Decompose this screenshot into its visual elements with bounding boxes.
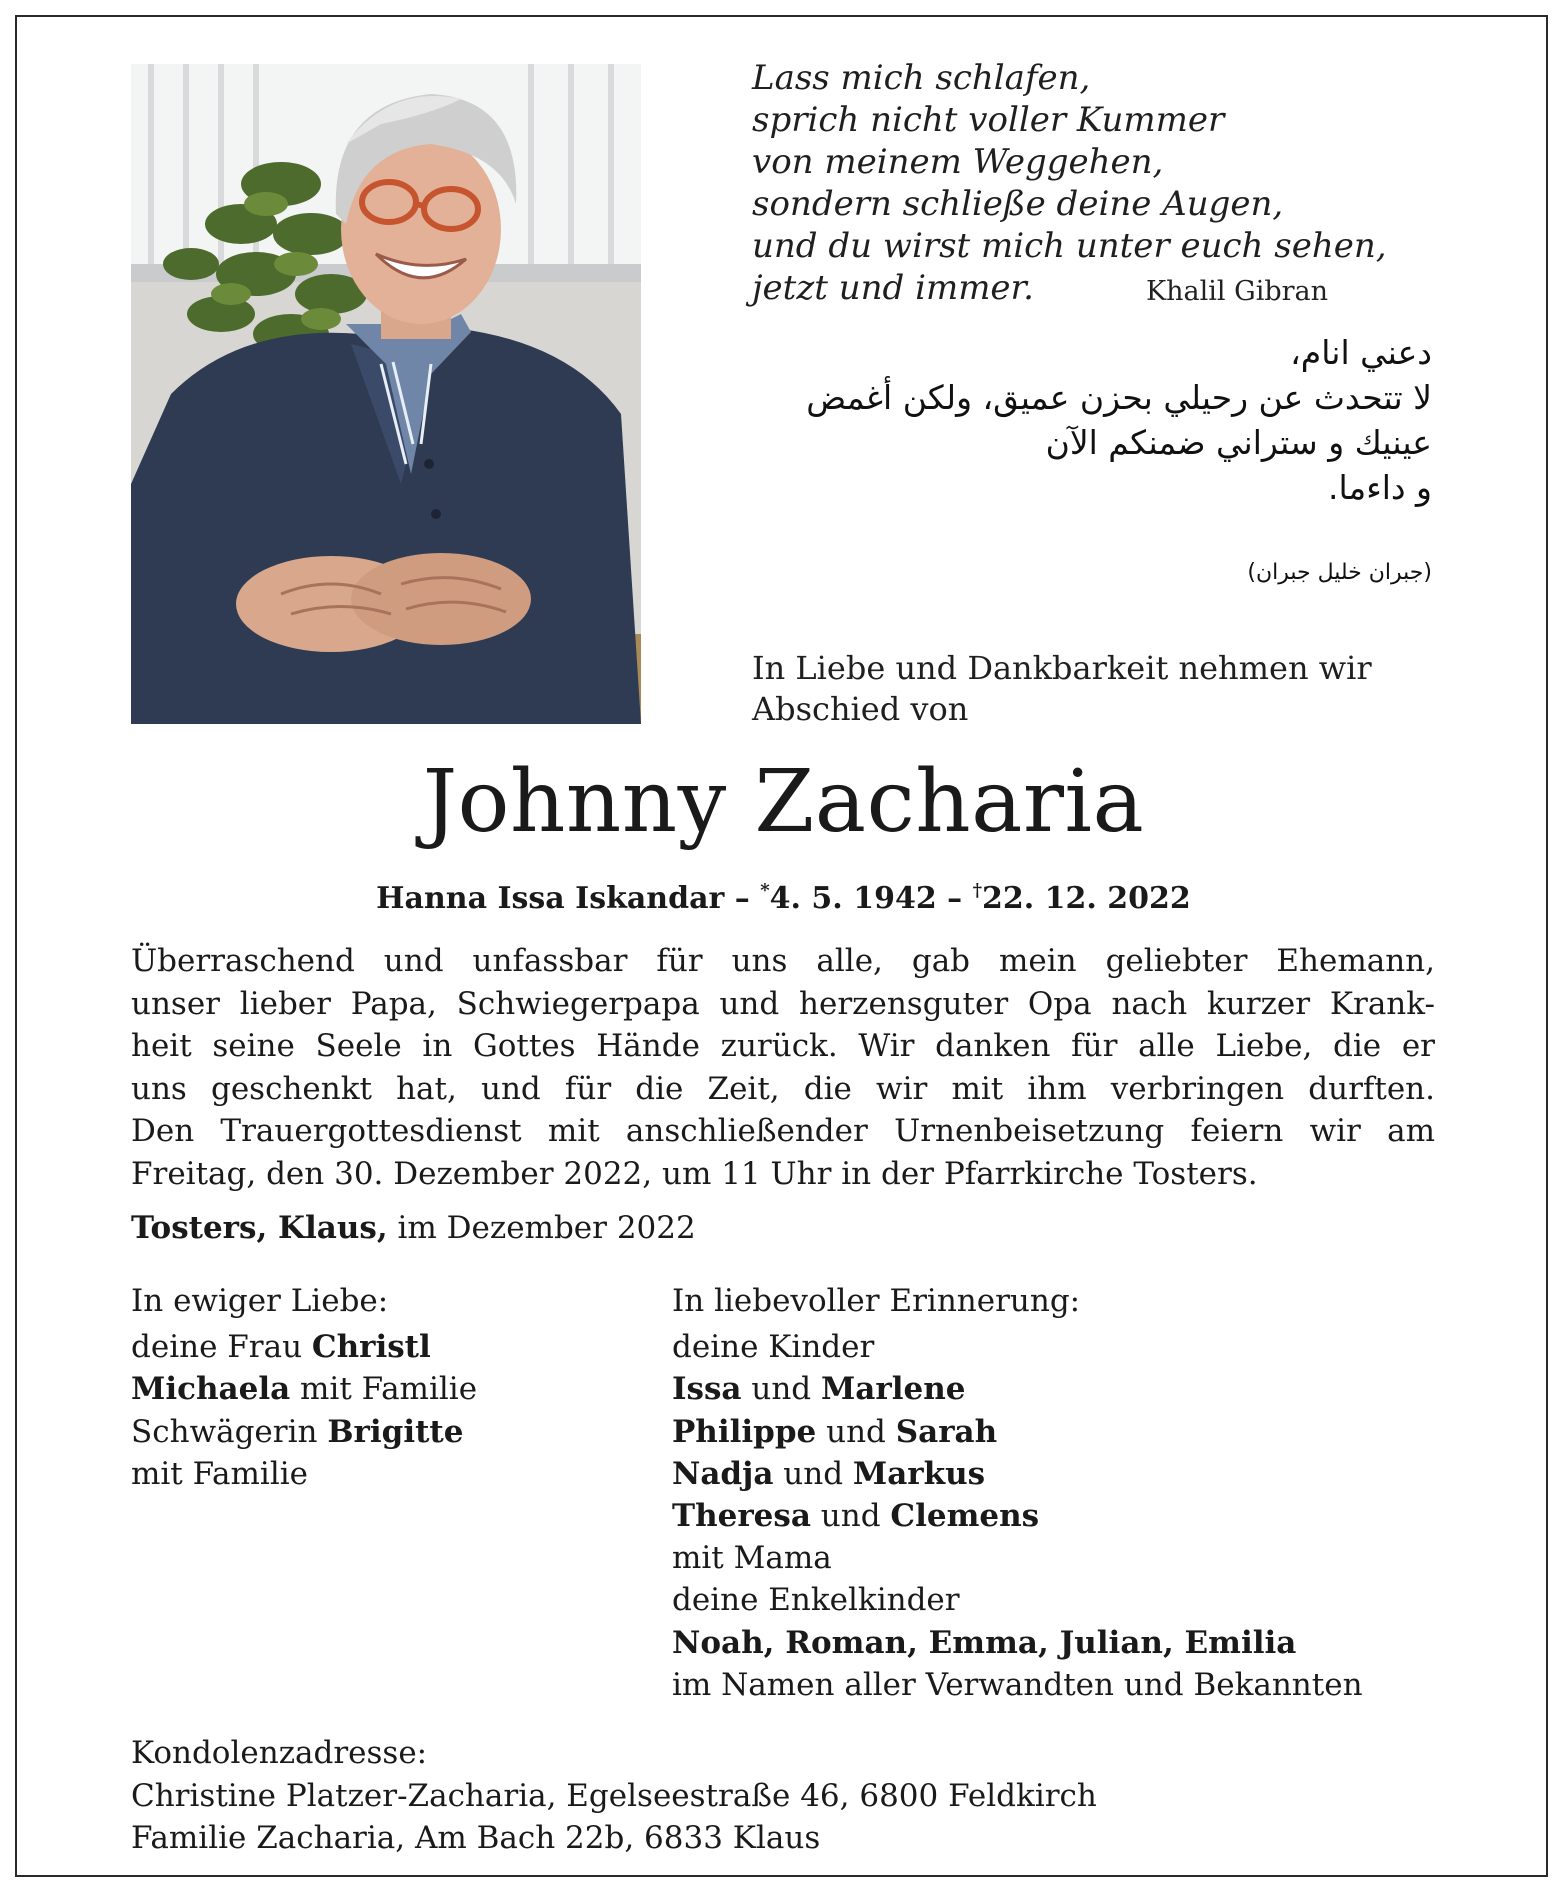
address-line: Familie Zacharia, Am Bach 22b, 6833 Klaus (131, 1820, 821, 1856)
birth-name: Hanna Issa Iskandar (376, 881, 725, 916)
death-date: 22. 12. 2022 (982, 881, 1191, 916)
intro-line: Abschied von (752, 690, 969, 728)
intro-text (752, 648, 1452, 730)
address-line: Christine Platzer-Zacharia, Egelseestraße 46, 6800 Feldkirch (131, 1777, 1097, 1814)
children-label: deine Kinder (672, 1329, 875, 1366)
poem-arabic-line: لا تتحدث عن رحيلي بحزن عميق، ولكن أغمض (806, 378, 1432, 417)
mourner-name: Noah, Roman, Emma, Julian, Emilia (672, 1624, 1297, 1661)
mourner-name: Christl (311, 1329, 431, 1366)
mourner-name: Markus (852, 1455, 986, 1492)
mourner-name: Brigitte (327, 1413, 464, 1450)
mourner-name: Marlene (820, 1371, 966, 1408)
separator: – (947, 881, 963, 916)
grandchildren-label: deine Enkelkinder (672, 1582, 960, 1619)
mourners-right (672, 1280, 1363, 1706)
mourner-name: Nadja (672, 1455, 774, 1492)
mourner-name: Theresa (672, 1498, 811, 1535)
poem-arabic (700, 330, 1432, 510)
mourner-name: Philippe (672, 1413, 817, 1450)
birth-date: 4. 5. 1942 (769, 881, 937, 916)
places: Tosters, Klaus, (131, 1210, 388, 1246)
mourner-row (672, 1495, 1363, 1537)
death-symbol: † (972, 880, 983, 901)
place-date (131, 1210, 696, 1246)
intro-line: In Liebe und Dankbarkeit nehmen wir (752, 649, 1372, 687)
portrait-illustration (131, 64, 641, 724)
mourner-row (131, 1411, 477, 1453)
birth-symbol: * (760, 880, 770, 901)
poem-line: sprich nicht voller Kummer (752, 100, 1225, 140)
poem-line: von meinem Weggehen, (752, 142, 1164, 182)
mourner-text: deine Frau (131, 1329, 312, 1366)
mourner-row (672, 1453, 1363, 1495)
mourner-name: Clemens (890, 1498, 1040, 1535)
mourner-text: mit Familie (290, 1371, 478, 1408)
poem-line: jetzt und immer. (752, 268, 1034, 308)
conjunction: und (741, 1371, 821, 1408)
conjunction: und (773, 1455, 853, 1492)
body-line: Überraschend und unfassbar für uns alle, gab mein geliebter Ehemann, (131, 943, 1435, 979)
poem-arabic-line: دعني انام، (1290, 333, 1432, 372)
mourner-row (672, 1411, 1363, 1453)
mourner-text: Schwägerin (131, 1413, 328, 1450)
body-line: heit seine Seele in Gottes Hände zurück. Wir danken für alle Liebe, die er (131, 1028, 1435, 1064)
poem-line: sondern schließe deine Augen, (752, 184, 1284, 224)
poem-arabic-line: عينيك و ستراني ضمنكم الآن (1045, 423, 1432, 462)
body-line: Freitag, den 30. Dezember 2022, um 11 Uhr in der Pfarrkirche Tosters. (131, 1155, 1258, 1192)
mourner-row (672, 1368, 1363, 1410)
poem-german (752, 57, 1452, 309)
poem-line: Lass mich schlafen, (752, 58, 1091, 98)
deceased-name: Johnny Zacharia (422, 752, 1145, 852)
mourner-name: Michaela (131, 1371, 291, 1408)
life-dates (0, 880, 1567, 916)
body-line: Den Trauergottesdienst mit anschließender Urnenbeisetzung feiern wir am (131, 1113, 1435, 1149)
separator: – (734, 881, 750, 916)
obituary-text (131, 940, 1435, 1195)
mourners-left-heading: In ewiger Liebe: (131, 1283, 389, 1319)
poem-line: und du wirst mich unter euch sehen, (752, 226, 1387, 266)
poem-arabic-author: (جبران خليل جبران) (1247, 560, 1432, 585)
mourner-name: Sarah (895, 1413, 998, 1450)
body-line: uns geschenkt hat, und für die Zeit, die wir mit ihm verbringen durften. (131, 1070, 1435, 1107)
condolence-address (131, 1732, 1097, 1860)
mourner-row (131, 1368, 477, 1410)
mourner-row (131, 1326, 477, 1368)
mourners-right-heading: In liebevoller Erinnerung: (672, 1283, 1081, 1319)
poem-author: Khalil Gibran (1146, 276, 1329, 307)
poem-arabic-line: و داءما. (1327, 468, 1432, 507)
mourners-left (131, 1280, 477, 1495)
conjunction: und (810, 1498, 891, 1535)
mourner-name: Issa (672, 1371, 742, 1408)
mourner-row: mit Familie (131, 1455, 308, 1492)
portrait-photo (131, 64, 641, 724)
closing-line: im Namen aller Verwandten und Bekannten (672, 1666, 1363, 1703)
grandchildren-names (672, 1622, 1363, 1664)
with-mama: mit Mama (672, 1540, 832, 1577)
date: im Dezember 2022 (397, 1210, 696, 1246)
condolence-heading: Kondolenzadresse: (131, 1735, 428, 1771)
body-line: unser lieber Papa, Schwiegerpapa und herzensguter Opa nach kurzer Krank- (131, 985, 1435, 1022)
conjunction: und (816, 1413, 896, 1450)
